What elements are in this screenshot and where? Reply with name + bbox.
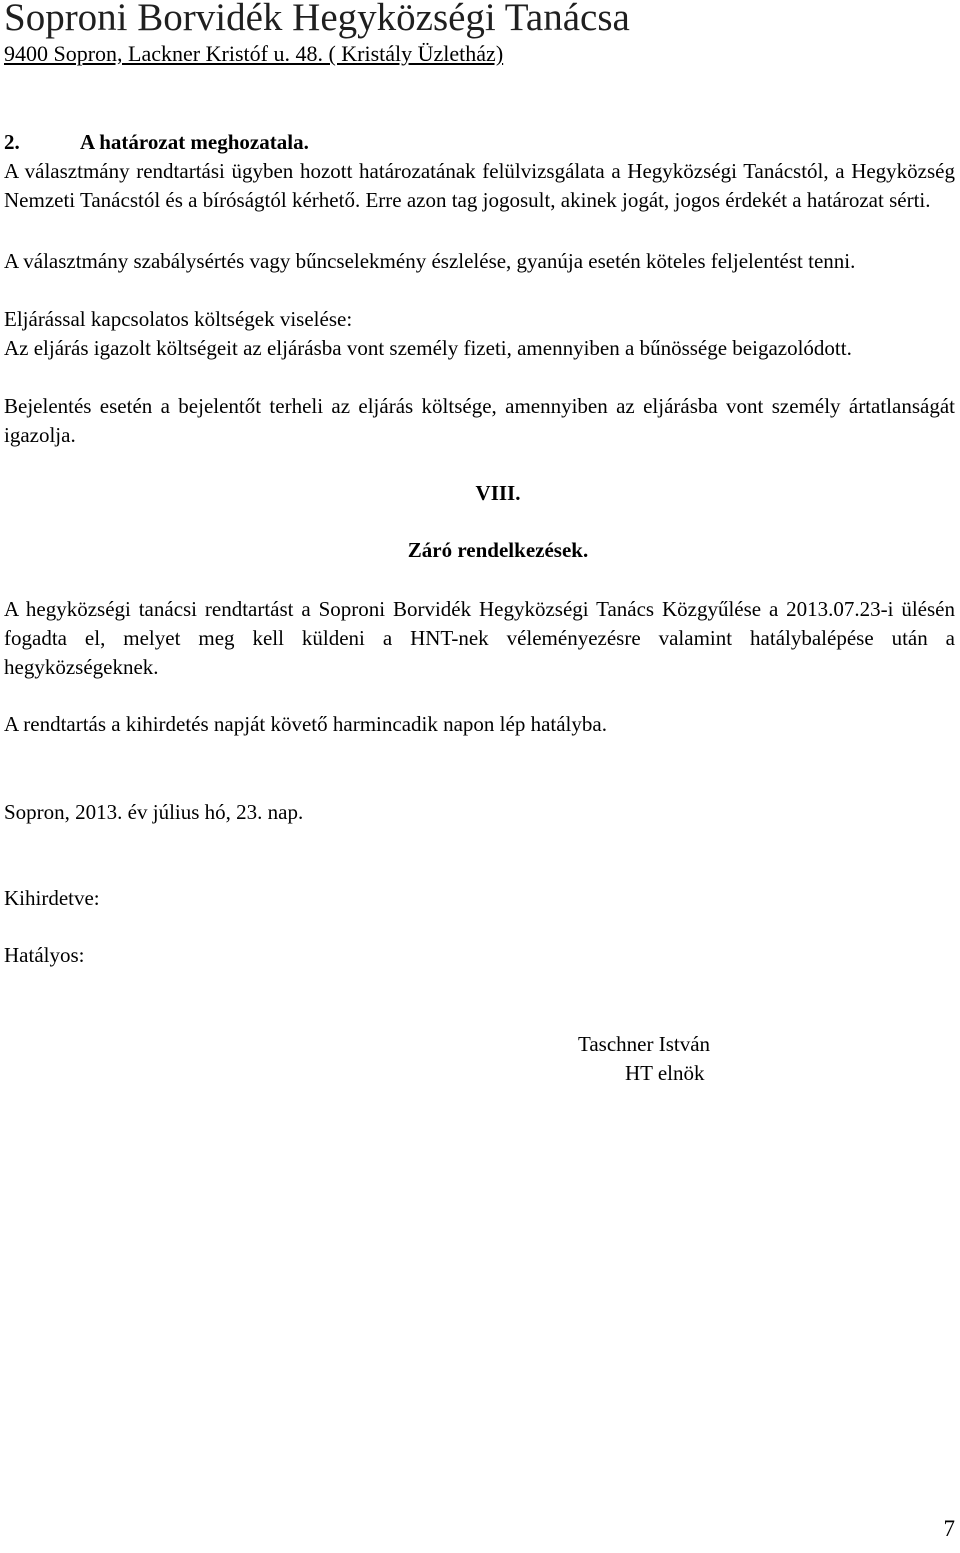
notification-costs-paragraph: Bejelentés esetén a bejelentőt terheli az eljárás költsége, amennyiben az eljárásba vont személy ártatlanságát igazolja.: [4, 394, 955, 447]
announced-label: Kihirdetve:: [4, 886, 100, 910]
signature-block: [578, 1030, 710, 1088]
page-number: 7: [943, 1516, 955, 1541]
letterhead-address: 9400 Sopron, Lackner Kristóf u. 48. ( Kristály Üzletház): [4, 41, 504, 66]
place-and-date: Sopron, 2013. év július hó, 23. nap.: [4, 800, 304, 824]
costs-label: Eljárással kapcsolatos költségek viselése:: [4, 307, 353, 331]
section-2-number: 2.: [4, 130, 20, 154]
section-2-title: A határozat meghozatala.: [80, 130, 309, 154]
chapter-numeral: VIII.: [475, 481, 521, 505]
entry-into-force-paragraph: A rendtartás a kihirdetés napját követő harmincadik napon lép hatályba.: [4, 712, 607, 736]
signatory-name: Taschner István: [578, 1032, 711, 1056]
letterhead-title: Soproni Borvidék Hegyközségi Tanácsa: [4, 0, 630, 39]
section-2-heading: [4, 128, 309, 157]
costs-paragraph: Az eljárás igazolt költségeit az eljárásba vont személy fizeti, amennyiben a bűnössége beigazolódott.: [4, 336, 852, 360]
review-paragraph: A választmány rendtartási ügyben hozott határozatának felülvizsgálata a Hegyközségi Tanácstól, a Hegyközség Nemzeti Tanácstól és a bíróságtól kérhető. Erre azon tag jogosult, akinek jogát, jogos érdekét a határozat sérti.: [4, 159, 955, 212]
chapter-title: Záró rendelkezések.: [407, 538, 589, 562]
report-paragraph: A választmány szabálysértés vagy bűncselekmény észlelése, gyanúja esetén köteles feljelentést tenni.: [4, 249, 856, 273]
effective-label: Hatályos:: [4, 943, 85, 967]
adoption-paragraph: A hegyközségi tanácsi rendtartást a Soproni Borvidék Hegyközségi Tanács Közgyűlése a 2013.07.23-i ülésén fogadta el, melyet meg kell küldeni a HNT-nek véleményezésre valamint hatálybalépése után a hegyközségeknek.: [4, 597, 955, 679]
signatory-role: HT elnök: [625, 1061, 705, 1085]
